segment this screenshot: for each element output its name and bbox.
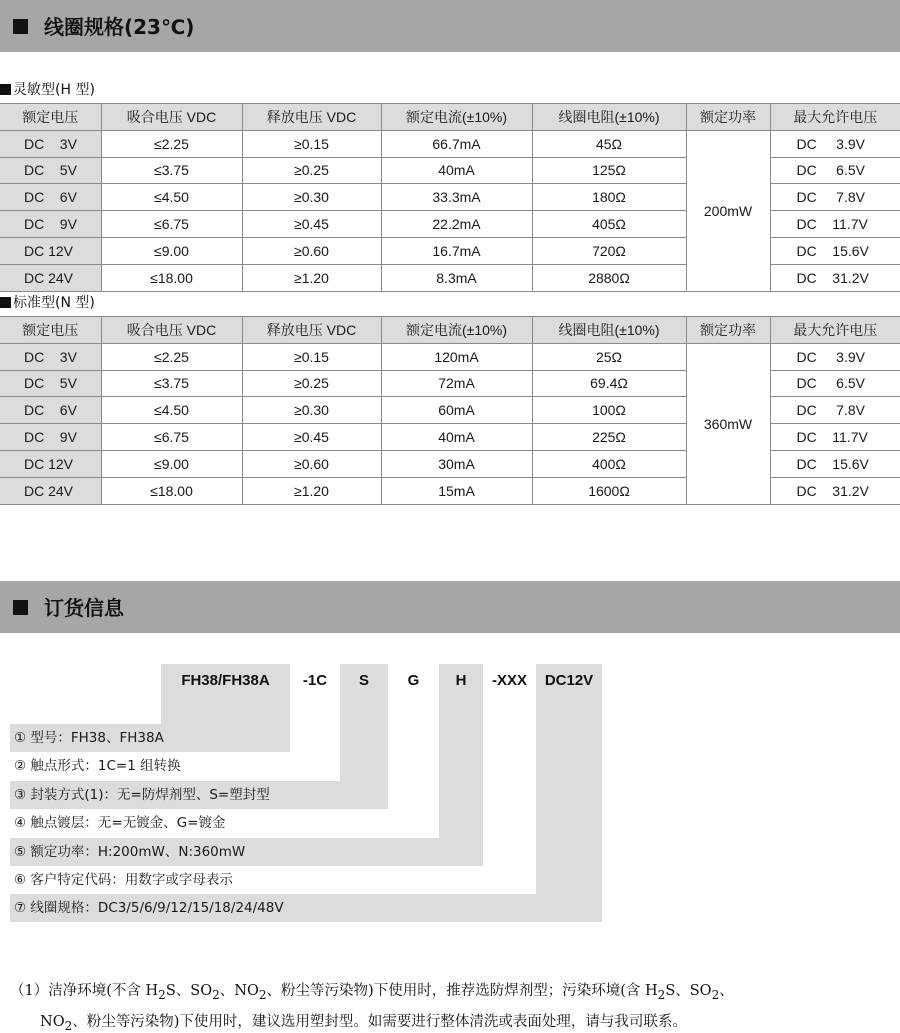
rated-current: 66.7mA xyxy=(381,130,532,157)
rated-power: 200mW xyxy=(686,130,770,291)
code-power: H xyxy=(439,664,483,698)
rated-voltage: DC 6V xyxy=(0,184,101,211)
rated-voltage: DC 9V xyxy=(0,424,101,451)
max-voltage: DC 31.2V xyxy=(770,477,900,504)
table-row xyxy=(0,343,900,370)
note-text: 、NO xyxy=(219,983,259,999)
section-title: 订货信息 xyxy=(44,596,124,620)
col-header: 释放电压 VDC xyxy=(242,104,381,131)
subhead-label: 灵敏型(H 型) xyxy=(13,82,95,98)
coil-resistance: 225Ω xyxy=(532,424,686,451)
code-coil: DC12V xyxy=(536,664,602,698)
subscript: 2 xyxy=(711,987,720,1002)
coil-resistance: 69.4Ω xyxy=(532,370,686,397)
rated-current: 16.7mA xyxy=(381,237,532,264)
code-contact-form: -1C xyxy=(302,672,328,689)
pick-up-voltage: ≤9.00 xyxy=(101,450,242,477)
coil-resistance: 100Ω xyxy=(532,397,686,424)
rated-voltage: DC 3V xyxy=(0,130,101,157)
rated-current: 120mA xyxy=(381,343,532,370)
max-voltage: DC 7.8V xyxy=(770,184,900,211)
coil-resistance: 400Ω xyxy=(532,450,686,477)
rated-current: 33.3mA xyxy=(381,184,532,211)
note-text: （1）洁净环境(不含 H xyxy=(10,983,159,999)
release-voltage: ≥0.30 xyxy=(242,184,381,211)
col-header: 线圈电阻(±10%) xyxy=(532,104,686,131)
release-voltage: ≥1.20 xyxy=(242,477,381,504)
col-header: 吸合电压 VDC xyxy=(101,104,242,131)
pick-up-voltage: ≤3.75 xyxy=(101,157,242,184)
table-header-row xyxy=(0,104,900,131)
coil-table-n xyxy=(0,316,900,505)
col-header: 最大允许电压 xyxy=(770,317,900,344)
pick-up-voltage: ≤6.75 xyxy=(101,211,242,238)
footnote-line-2 xyxy=(40,1010,687,1033)
col-header: 最大允许电压 xyxy=(770,104,900,131)
square-bullet-icon xyxy=(13,600,28,615)
square-bullet-icon xyxy=(13,19,28,34)
rated-voltage: DC 5V xyxy=(0,157,101,184)
max-voltage: DC 11.7V xyxy=(770,211,900,238)
pick-up-voltage: ≤18.00 xyxy=(101,264,242,291)
release-voltage: ≥0.30 xyxy=(242,397,381,424)
release-voltage: ≥0.45 xyxy=(242,211,381,238)
note-text: 、粉尘等污染物)下使用时，推荐选防焊剂型；污染环境(含 H xyxy=(266,983,658,999)
legend-row: ④ 触点镀层：无=无镀金、G=镀金 xyxy=(10,809,439,837)
rated-current: 22.2mA xyxy=(381,211,532,238)
pick-up-voltage: ≤9.00 xyxy=(101,237,242,264)
max-voltage: DC 15.6V xyxy=(770,450,900,477)
note-text: NO xyxy=(40,1014,65,1030)
rated-power: 360mW xyxy=(686,343,770,504)
coil-resistance: 125Ω xyxy=(532,157,686,184)
subscript: 2 xyxy=(212,987,220,1002)
note-text: 、 xyxy=(719,983,734,999)
col-header: 线圈电阻(±10%) xyxy=(532,317,686,344)
rated-voltage: DC 9V xyxy=(0,211,101,238)
coil-resistance: 720Ω xyxy=(532,237,686,264)
release-voltage: ≥0.25 xyxy=(242,370,381,397)
release-voltage: ≥1.20 xyxy=(242,264,381,291)
release-voltage: ≥0.25 xyxy=(242,157,381,184)
release-voltage: ≥0.60 xyxy=(242,237,381,264)
section-header-coil xyxy=(0,0,900,52)
rated-voltage: DC 3V xyxy=(0,343,101,370)
pick-up-voltage: ≤2.25 xyxy=(101,343,242,370)
rated-voltage: DC 6V xyxy=(0,397,101,424)
rated-current: 40mA xyxy=(381,157,532,184)
legend-row: ⑤ 额定功率：H:200mW、N:360mW xyxy=(10,838,483,866)
note-text: 、粉尘等污染物)下使用时，建议选用塑封型。如需要进行整体清洗或表面处理，请与我司联系。 xyxy=(72,1014,687,1030)
max-voltage: DC 6.5V xyxy=(770,370,900,397)
coil-resistance: 25Ω xyxy=(532,343,686,370)
max-voltage: DC 7.8V xyxy=(770,397,900,424)
rated-current: 30mA xyxy=(381,450,532,477)
release-voltage: ≥0.45 xyxy=(242,424,381,451)
code-enclosure: S xyxy=(340,664,388,698)
rated-voltage: DC 24V xyxy=(0,264,101,291)
legend-row: ⑥ 客户特定代码：用数字或字母表示 xyxy=(10,866,536,894)
pick-up-voltage: ≤4.50 xyxy=(101,397,242,424)
subhead-n-type xyxy=(0,294,95,312)
code-customer: -XXX xyxy=(491,672,527,689)
table-header-row xyxy=(0,317,900,344)
release-voltage: ≥0.15 xyxy=(242,343,381,370)
code-model: FH38/FH38A xyxy=(161,664,290,698)
max-voltage: DC 31.2V xyxy=(770,264,900,291)
col-header: 额定电流(±10%) xyxy=(381,317,532,344)
code-plating: G xyxy=(407,672,420,689)
rated-current: 60mA xyxy=(381,397,532,424)
legend-row: ③ 封装方式(1)：无=防焊剂型、S=塑封型 xyxy=(10,781,388,809)
coil-resistance: 180Ω xyxy=(532,184,686,211)
pick-up-voltage: ≤3.75 xyxy=(101,370,242,397)
coil-table-h xyxy=(0,103,900,292)
rated-voltage: DC 24V xyxy=(0,477,101,504)
subscript: 2 xyxy=(64,1018,73,1033)
max-voltage: DC 3.9V xyxy=(770,343,900,370)
subscript: 2 xyxy=(258,987,267,1002)
coil-resistance: 405Ω xyxy=(532,211,686,238)
max-voltage: DC 3.9V xyxy=(770,130,900,157)
rated-current: 15mA xyxy=(381,477,532,504)
max-voltage: DC 15.6V xyxy=(770,237,900,264)
release-voltage: ≥0.15 xyxy=(242,130,381,157)
max-voltage: DC 6.5V xyxy=(770,157,900,184)
rated-current: 72mA xyxy=(381,370,532,397)
pick-up-voltage: ≤2.25 xyxy=(101,130,242,157)
legend-row: ① 型号：FH38、FH38A xyxy=(10,724,290,752)
section-header-ordering xyxy=(0,581,900,633)
table-row xyxy=(0,130,900,157)
note-text: S、SO xyxy=(665,983,712,999)
col-header: 吸合电压 VDC xyxy=(101,317,242,344)
subscript: 2 xyxy=(158,987,166,1002)
subscript: 2 xyxy=(657,987,666,1002)
col-header: 额定电压 xyxy=(0,104,101,131)
pick-up-voltage: ≤4.50 xyxy=(101,184,242,211)
coil-resistance: 1600Ω xyxy=(532,477,686,504)
col-header: 额定功率 xyxy=(686,317,770,344)
rated-current: 8.3mA xyxy=(381,264,532,291)
rated-current: 40mA xyxy=(381,424,532,451)
coil-resistance: 45Ω xyxy=(532,130,686,157)
rated-voltage: DC 12V xyxy=(0,237,101,264)
pick-up-voltage: ≤18.00 xyxy=(101,477,242,504)
connector-bar xyxy=(536,698,602,922)
pick-up-voltage: ≤6.75 xyxy=(101,424,242,451)
col-header: 额定电流(±10%) xyxy=(381,104,532,131)
coil-resistance: 2880Ω xyxy=(532,264,686,291)
rated-voltage: DC 5V xyxy=(0,370,101,397)
rated-voltage: DC 12V xyxy=(0,450,101,477)
square-bullet-icon xyxy=(0,84,11,95)
subhead-h-type xyxy=(0,81,95,99)
max-voltage: DC 11.7V xyxy=(770,424,900,451)
release-voltage: ≥0.60 xyxy=(242,450,381,477)
section-title: 线圈规格(23℃) xyxy=(44,15,195,39)
col-header: 额定功率 xyxy=(686,104,770,131)
square-bullet-icon xyxy=(0,297,11,308)
subhead-label: 标准型(N 型) xyxy=(13,295,95,311)
legend-row: ⑦ 线圈规格：DC3/5/6/9/12/15/18/24/48V xyxy=(10,894,602,922)
footnote-line-1 xyxy=(10,979,734,1002)
col-header: 额定电压 xyxy=(0,317,101,344)
note-text: S、SO xyxy=(165,983,213,999)
col-header: 释放电压 VDC xyxy=(242,317,381,344)
legend-row: ② 触点形式：1C=1 组转换 xyxy=(10,752,340,780)
